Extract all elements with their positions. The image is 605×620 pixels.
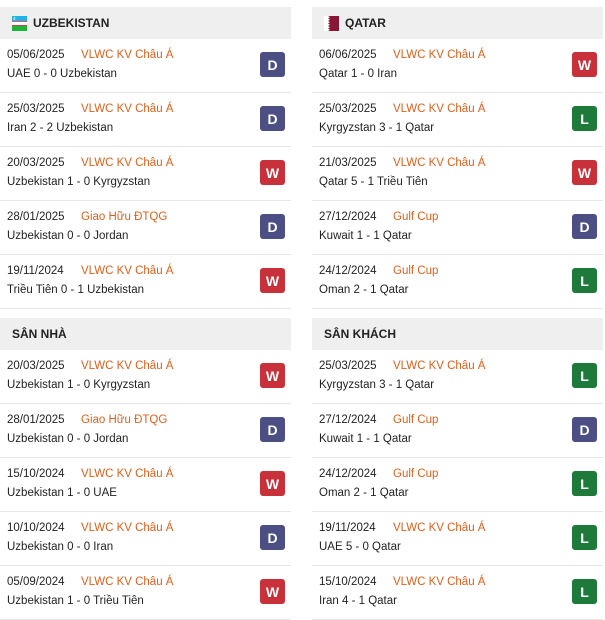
qatar-column [312, 0, 603, 620]
match-date: 19/11/2024 [7, 265, 64, 277]
result-badge: L [572, 106, 597, 131]
result-badge: W [260, 471, 285, 496]
result-badge: D [260, 417, 285, 442]
match-score: Uzbekistan 0 - 0 Jordan [7, 433, 129, 445]
result-badge: D [572, 214, 597, 239]
match-row[interactable] [312, 566, 603, 620]
match-date: 05/06/2025 [7, 49, 65, 61]
match-date: 20/03/2025 [7, 157, 65, 169]
match-score: Uzbekistan 0 - 0 Jordan [7, 230, 129, 242]
match-row[interactable] [0, 39, 291, 93]
match-score: UAE 5 - 0 Qatar [319, 541, 401, 553]
match-row[interactable] [0, 458, 291, 512]
match-date: 06/06/2025 [319, 49, 377, 61]
match-row[interactable] [312, 404, 603, 458]
match-row[interactable] [0, 566, 291, 620]
competition-link[interactable]: VLWC KV Châu Á [393, 360, 486, 372]
match-row[interactable] [312, 458, 603, 512]
match-row[interactable] [312, 201, 603, 255]
competition-link[interactable]: Gulf Cup [393, 414, 439, 426]
result-badge: W [260, 160, 285, 185]
result-badge: L [572, 525, 597, 550]
match-score: Uzbekistan 1 - 0 Kyrgyzstan [7, 379, 151, 391]
match-date: 25/03/2025 [319, 103, 377, 115]
competition-link[interactable]: Gulf Cup [393, 468, 439, 480]
match-score: Kyrgyzstan 3 - 1 Qatar [319, 122, 435, 134]
competition-link[interactable]: VLWC KV Châu Á [81, 49, 174, 61]
competition-link[interactable]: VLWC KV Châu Á [81, 265, 174, 277]
match-date: 19/11/2024 [319, 522, 376, 534]
match-row[interactable] [312, 350, 603, 404]
match-score: Qatar 5 - 1 Triều Tiên [319, 176, 428, 188]
match-date: 21/03/2025 [319, 157, 377, 169]
competition-link[interactable]: VLWC KV Châu Á [393, 103, 486, 115]
result-badge: W [260, 579, 285, 604]
team-header [0, 7, 291, 39]
away-matches [312, 350, 603, 620]
match-row[interactable] [312, 255, 603, 309]
match-score: UAE 0 - 0 Uzbekistan [7, 68, 117, 80]
match-score: Qatar 1 - 0 Iran [319, 68, 397, 80]
match-score: Kyrgyzstan 3 - 1 Qatar [319, 379, 435, 391]
recent-matches [312, 39, 603, 309]
result-badge: D [572, 417, 597, 442]
match-date: 10/10/2024 [7, 522, 65, 534]
match-date: 28/01/2025 [7, 414, 65, 426]
competition-link[interactable]: VLWC KV Châu Á [393, 576, 486, 588]
competition-link[interactable]: VLWC KV Châu Á [81, 576, 174, 588]
result-badge: L [572, 363, 597, 388]
competition-link[interactable]: VLWC KV Châu Á [81, 360, 174, 372]
section-header [0, 318, 291, 350]
match-date: 20/03/2025 [7, 360, 65, 372]
section-title: SÂN KHÁCH [324, 327, 396, 341]
match-score: Kuwait 1 - 1 Qatar [319, 230, 412, 242]
match-date: 24/12/2024 [319, 468, 377, 480]
match-date: 25/03/2025 [7, 103, 65, 115]
competition-link[interactable]: VLWC KV Châu Á [393, 522, 486, 534]
section-header [312, 318, 603, 350]
section-title: SÂN NHÀ [12, 327, 67, 341]
match-date: 25/03/2025 [319, 360, 377, 372]
match-score: Uzbekistan 1 - 0 Kyrgyzstan [7, 176, 151, 188]
team-name: UZBEKISTAN [33, 16, 110, 30]
match-row[interactable] [0, 201, 291, 255]
match-row[interactable] [0, 93, 291, 147]
result-badge: L [572, 268, 597, 293]
competition-link[interactable]: Gulf Cup [393, 211, 439, 223]
match-date: 27/12/2024 [319, 414, 377, 426]
result-badge: W [260, 363, 285, 388]
match-row[interactable] [0, 350, 291, 404]
uzbekistan-flag-icon [12, 16, 27, 31]
result-badge: W [260, 268, 285, 293]
match-score: Iran 4 - 1 Qatar [319, 595, 397, 607]
match-row[interactable] [312, 93, 603, 147]
match-score: Triều Tiên 0 - 1 Uzbekistan [7, 284, 144, 296]
result-badge: L [572, 471, 597, 496]
competition-link[interactable]: VLWC KV Châu Á [393, 157, 486, 169]
match-row[interactable] [312, 512, 603, 566]
result-badge: D [260, 52, 285, 77]
result-badge: L [572, 579, 597, 604]
match-score: Kuwait 1 - 1 Qatar [319, 433, 412, 445]
result-badge: D [260, 214, 285, 239]
team-header [312, 7, 603, 39]
competition-link[interactable]: VLWC KV Châu Á [81, 468, 174, 480]
home-matches [0, 350, 291, 620]
competition-link[interactable]: VLWC KV Châu Á [81, 157, 174, 169]
match-score: Oman 2 - 1 Qatar [319, 487, 409, 499]
match-row[interactable] [0, 255, 291, 309]
match-date: 15/10/2024 [319, 576, 377, 588]
competition-link[interactable]: VLWC KV Châu Á [81, 103, 174, 115]
match-date: 27/12/2024 [319, 211, 377, 223]
competition-link[interactable]: Giao Hữu ĐTQG [81, 211, 168, 223]
match-row[interactable] [312, 147, 603, 201]
result-badge: W [572, 160, 597, 185]
match-row[interactable] [0, 512, 291, 566]
result-badge: D [260, 106, 285, 131]
competition-link[interactable]: Gulf Cup [393, 265, 439, 277]
match-date: 05/09/2024 [7, 576, 65, 588]
match-score: Uzbekistan 0 - 0 Iran [7, 541, 114, 553]
result-badge: D [260, 525, 285, 550]
match-date: 28/01/2025 [7, 211, 65, 223]
qatar-flag-icon [324, 16, 339, 31]
recent-matches [0, 39, 291, 309]
match-score: Oman 2 - 1 Qatar [319, 284, 409, 296]
result-badge: W [572, 52, 597, 77]
match-score: Uzbekistan 1 - 0 Triều Tiên [7, 595, 144, 607]
competition-link[interactable]: VLWC KV Châu Á [393, 49, 486, 61]
team-name: QATAR [345, 16, 386, 30]
match-score: Iran 2 - 2 Uzbekistan [7, 122, 114, 134]
competition-link[interactable]: VLWC KV Châu Á [81, 522, 174, 534]
uzbekistan-column [0, 0, 291, 620]
match-row[interactable] [0, 147, 291, 201]
match-date: 15/10/2024 [7, 468, 65, 480]
match-date: 24/12/2024 [319, 265, 377, 277]
match-score: Uzbekistan 1 - 0 UAE [7, 487, 117, 499]
competition-link[interactable]: Giao Hữu ĐTQG [81, 414, 168, 426]
match-row[interactable] [312, 39, 603, 93]
match-row[interactable] [0, 404, 291, 458]
